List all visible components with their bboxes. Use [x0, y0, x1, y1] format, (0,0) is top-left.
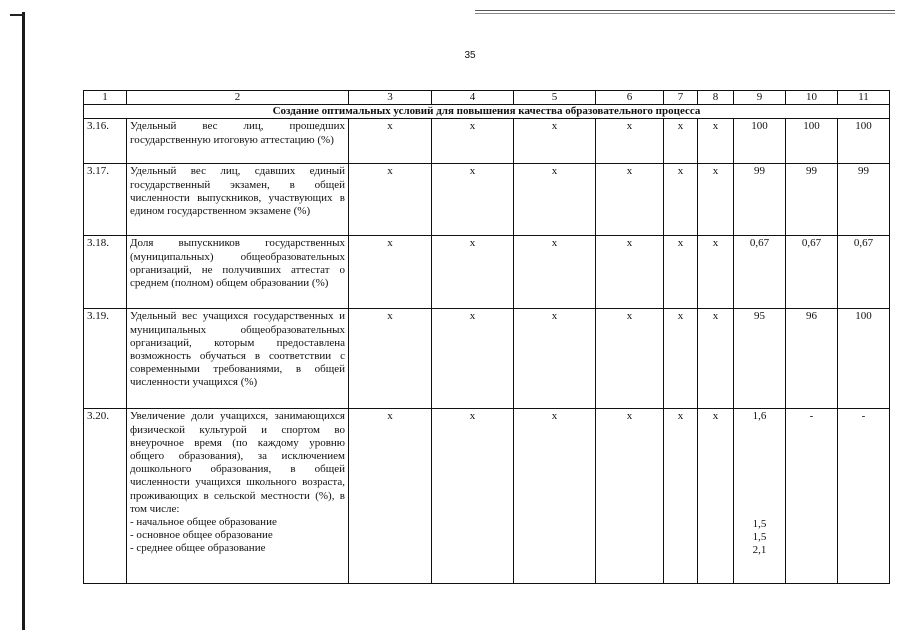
cell-col-5: х — [514, 309, 596, 409]
row-description: Удельный вес учащихся государственных и муниципальных общеобразовательных организаций, которым предоставлена возможность обучаться в соответствии с современными требованиями, в общей численности учащихся (%) — [127, 309, 349, 409]
cell-col-7: х — [664, 236, 698, 309]
sub-value: 1,5 — [752, 530, 767, 543]
cell-col-8: х — [698, 119, 734, 164]
header-cell: 5 — [514, 91, 596, 105]
header-cell: 4 — [432, 91, 514, 105]
row-description: Доля выпускников государственных (муниципальных) общеобразовательных организаций, не получивших аттестат о среднем (полном) общем образовании (%) — [127, 236, 349, 309]
table-row — [84, 164, 890, 236]
table-row — [84, 119, 890, 164]
cell-col-11: 100 — [838, 309, 890, 409]
cell-col-11: - — [838, 409, 890, 584]
cell-col-10: - — [786, 409, 838, 584]
cell-col-8: х — [698, 164, 734, 236]
header-cell: 3 — [349, 91, 432, 105]
cell-col-3: х — [349, 119, 432, 164]
row-number: 3.16. — [84, 119, 127, 164]
indicators-table — [83, 90, 890, 584]
row-description: Увеличение доли учащихся, занимающихся физической культурой и спортом во внеурочное время (по каждому уровню общего образования), за исключением дошкольного образования, в общей численности учащихся школьного возраста, проживающих в сельской местности (%), в том числе: — [130, 410, 345, 515]
row-description-cell — [127, 409, 349, 584]
header-cell: 1 — [84, 91, 127, 105]
row-number: 3.20. — [84, 409, 127, 584]
row-number: 3.18. — [84, 236, 127, 309]
cell-col-9-container — [734, 409, 786, 584]
section-title-row — [84, 105, 890, 119]
sub-value: 1,5 — [752, 517, 767, 530]
cell-col-10: 0,67 — [786, 236, 838, 309]
cell-col-7: х — [664, 119, 698, 164]
cell-col-6: х — [596, 164, 664, 236]
cell-col-9: 1,6 — [752, 410, 767, 423]
sub-values — [737, 518, 782, 558]
header-cell: 9 — [734, 91, 786, 105]
header-cell: 10 — [786, 91, 838, 105]
sub-item: - основное общее образование — [130, 529, 273, 542]
cell-col-5: х — [514, 119, 596, 164]
sub-item: - начальное общее образование — [130, 516, 277, 529]
cell-col-4: х — [432, 236, 514, 309]
scan-line-top — [475, 10, 895, 11]
cell-col-4: х — [432, 409, 514, 584]
cell-col-7: х — [664, 164, 698, 236]
cell-col-4: х — [432, 119, 514, 164]
sub-item: - среднее общее образование — [130, 542, 266, 555]
scan-mark-left — [10, 14, 24, 16]
sub-value: 2,1 — [752, 544, 767, 557]
section-title: Создание оптимальных условий для повышения качества образовательного процесса — [84, 105, 890, 119]
cell-col-3: х — [349, 236, 432, 309]
cell-col-3: х — [349, 409, 432, 584]
scan-line-top-secondary — [475, 13, 895, 14]
cell-col-11: 100 — [838, 119, 890, 164]
table-header-row — [84, 91, 890, 105]
cell-col-6: х — [596, 409, 664, 584]
cell-col-4: х — [432, 309, 514, 409]
header-cell: 2 — [127, 91, 349, 105]
cell-col-9: 100 — [734, 119, 786, 164]
cell-col-8: х — [698, 309, 734, 409]
cell-col-10: 100 — [786, 119, 838, 164]
cell-col-11: 0,67 — [838, 236, 890, 309]
cell-col-3: х — [349, 164, 432, 236]
cell-col-10: 96 — [786, 309, 838, 409]
table-row — [84, 409, 890, 584]
header-cell: 8 — [698, 91, 734, 105]
cell-col-6: х — [596, 236, 664, 309]
header-cell: 11 — [838, 91, 890, 105]
cell-col-8: х — [698, 236, 734, 309]
row-number: 3.19. — [84, 309, 127, 409]
cell-col-5: х — [514, 236, 596, 309]
page-number: 35 — [464, 50, 476, 61]
cell-col-9: 95 — [734, 309, 786, 409]
cell-col-7: х — [664, 409, 698, 584]
row-description: Удельный вес лиц, сдавших единый государственный экзамен, в общей численности выпускников, участвующих в едином государственном экзамене (%) — [127, 164, 349, 236]
cell-col-11: 99 — [838, 164, 890, 236]
cell-col-3: х — [349, 309, 432, 409]
row-description: Удельный вес лиц, прошедших государственную итоговую аттестацию (%) — [127, 119, 349, 164]
header-cell: 7 — [664, 91, 698, 105]
row-number: 3.17. — [84, 164, 127, 236]
cell-col-9: 0,67 — [734, 236, 786, 309]
cell-col-8: х — [698, 409, 734, 584]
cell-col-5: х — [514, 409, 596, 584]
cell-col-5: х — [514, 164, 596, 236]
cell-col-7: х — [664, 309, 698, 409]
cell-col-9: 99 — [734, 164, 786, 236]
cell-col-6: х — [596, 309, 664, 409]
cell-col-10: 99 — [786, 164, 838, 236]
scan-border-left — [22, 12, 25, 630]
sub-item-list — [130, 516, 345, 556]
table-row — [84, 236, 890, 309]
table-row — [84, 309, 890, 409]
cell-col-4: х — [432, 164, 514, 236]
cell-col-6: х — [596, 119, 664, 164]
header-cell: 6 — [596, 91, 664, 105]
